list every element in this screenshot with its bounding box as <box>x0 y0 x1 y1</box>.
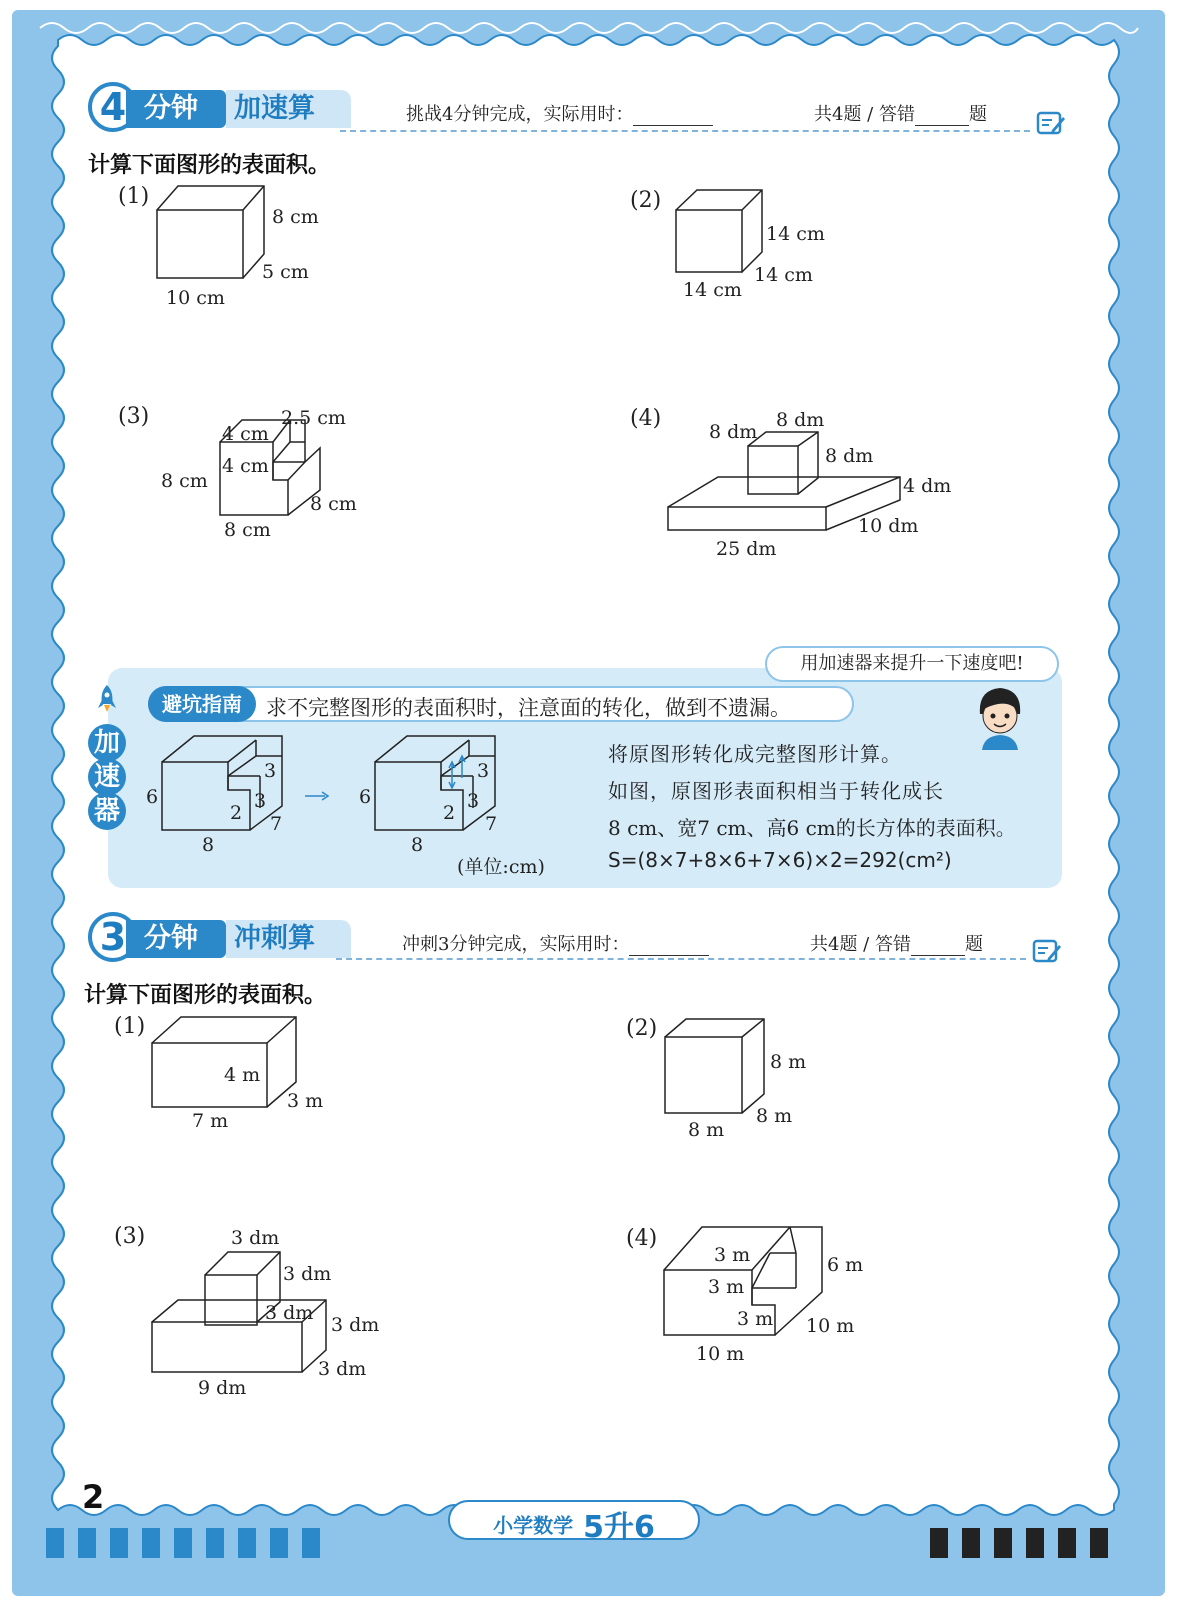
s2-q2-width: 8 m <box>756 1105 793 1127</box>
s2-q2-height: 8 m <box>770 1051 807 1073</box>
section1-tab2: 加速算 <box>226 90 351 128</box>
side-label-2: 速 <box>88 758 126 796</box>
s2-q4-d5: 10 m <box>806 1315 855 1337</box>
s1-q1-width: 5 cm <box>262 261 309 283</box>
s1-q4-num: (4) <box>630 406 662 431</box>
s1-q1-num: (1) <box>118 184 150 209</box>
section2-challenge: 冲刺3分钟完成，实际用时： <box>402 930 709 956</box>
s2-q2-num: (2) <box>626 1016 658 1041</box>
s2-q3-d6: 9 dm <box>198 1377 247 1399</box>
section2-badge: 3 <box>88 912 138 962</box>
tip-fig2-a: 3 <box>477 760 490 782</box>
s1-q4-d6: 25 dm <box>716 538 777 560</box>
s2-q3-d2: 3 dm <box>283 1263 332 1285</box>
s1-q4-d1: 8 dm <box>709 421 758 443</box>
tip-fig2-l: 8 <box>411 834 424 856</box>
tip-fig1-b: 3 <box>254 790 267 812</box>
s2-q4-d6: 10 m <box>696 1343 745 1365</box>
tip-unit: (单位:cm) <box>457 856 545 878</box>
speech-bubble: 用加速器来提升一下速度吧! <box>765 646 1059 682</box>
section1-count: 共4题 / 答错 题 <box>814 104 987 125</box>
s1-q3-d1: 2.5 cm <box>281 407 346 429</box>
s1-q4-d3: 8 dm <box>825 445 874 467</box>
s2-q1-num: (1) <box>114 1014 146 1039</box>
tip-fig2-h: 6 <box>359 786 372 808</box>
s2-q1-box <box>152 1017 296 1107</box>
section1-challenge: 挑战4分钟完成，实际用时： <box>406 100 713 126</box>
tip-formula: S=(8×7+8×6+7×6)×2=292(cm²) <box>608 848 952 872</box>
s2-q1-height: 4 m <box>224 1064 261 1086</box>
section2-tab2: 冲刺算 <box>226 920 351 958</box>
tip-fig2-w: 7 <box>485 813 498 835</box>
s2-q3-num: (3) <box>114 1224 146 1249</box>
section2-tab1: 分钟 <box>126 920 226 958</box>
s1-q3-num: (3) <box>118 404 150 429</box>
section1-tab1: 分钟 <box>126 90 226 128</box>
s1-q4-d2: 8 dm <box>776 409 825 431</box>
s1-q3-d2: 4 cm <box>222 423 269 445</box>
s1-q3-d3: 4 cm <box>222 455 269 477</box>
section2-count: 共4题 / 答错 题 <box>810 934 983 955</box>
s1-q3-d4: 8 cm <box>161 470 208 492</box>
tip-line1: 将原图形转化成完整图形计算。 <box>608 742 902 766</box>
s2-q2-cube <box>665 1019 764 1113</box>
book-subject: 小学数学 <box>493 1513 574 1538</box>
s2-q2-length: 8 m <box>688 1119 725 1141</box>
s2-q1-width: 3 m <box>287 1090 324 1112</box>
tip-text: 求不完整图形的表面积时，注意面的转化，做到不遗漏。 <box>266 696 791 720</box>
s1-q1-height: 8 cm <box>272 206 319 228</box>
tip-fig1-h: 6 <box>146 786 159 808</box>
s1-q4-d5: 10 dm <box>858 515 919 537</box>
s1-q4-d4: 4 dm <box>903 475 952 497</box>
s1-q2-height: 14 cm <box>766 223 825 245</box>
s2-q3-d4: 3 dm <box>331 1314 380 1336</box>
side-label-3: 器 <box>88 792 126 830</box>
s2-q4-d3: 3 m <box>737 1308 774 1330</box>
tip-fig1-w: 7 <box>270 813 283 835</box>
s2-q4-d2: 3 m <box>708 1276 745 1298</box>
s1-q2-width: 14 cm <box>754 264 813 286</box>
page-number: 2 <box>82 1478 105 1516</box>
tip-fig1-l: 8 <box>202 834 215 856</box>
tip-fig2-b: 3 <box>467 790 480 812</box>
section1-badge: 4 <box>88 82 138 132</box>
s2-q4-d4: 6 m <box>827 1254 864 1276</box>
s1-q3-d5: 8 cm <box>310 493 357 515</box>
section2-instruction: 计算下面图形的表面积。 <box>84 983 327 1008</box>
s2-q1-length: 7 m <box>192 1110 229 1132</box>
s1-q2-num: (2) <box>630 188 662 213</box>
tip-tag: 避坑指南 <box>148 686 256 722</box>
s1-q3-d6: 8 cm <box>224 519 271 541</box>
s2-q3-d5: 3 dm <box>318 1358 367 1380</box>
s2-q4-d1: 3 m <box>714 1244 751 1266</box>
side-label-1: 加 <box>88 724 126 762</box>
book-label <box>448 1500 700 1545</box>
s1-q2-length: 14 cm <box>683 279 742 301</box>
tip-fig1-c: 2 <box>230 802 243 824</box>
book-grade: 5升6 <box>583 1510 655 1545</box>
tip-fig2-c: 2 <box>443 802 456 824</box>
tip-fig1-a: 3 <box>264 760 277 782</box>
s1-q1-length: 10 cm <box>166 287 225 309</box>
s2-q3-d1: 3 dm <box>231 1227 280 1249</box>
tip-line2: 如图，原图形表面积相当于转化成长 <box>608 779 944 803</box>
tip-line3: 8 cm、宽7 cm、高6 cm的长方体的表面积。 <box>608 816 1016 840</box>
s2-q3-d3: 3 dm <box>265 1302 314 1324</box>
section1-instruction: 计算下面图形的表面积。 <box>88 153 331 178</box>
s2-q4-num: (4) <box>626 1226 658 1251</box>
